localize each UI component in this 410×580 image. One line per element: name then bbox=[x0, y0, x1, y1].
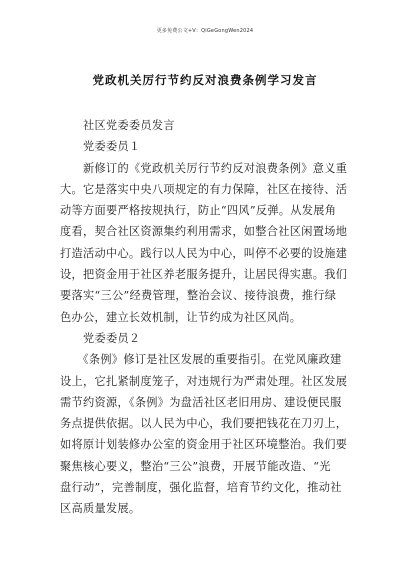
paragraph-line: 盘行动”，完善制度，强化监督，培育节约文化，推动社 bbox=[60, 481, 342, 495]
paragraph-line: 聚焦核心要义，整治“三公”浪费，开展节能改造、“光 bbox=[60, 459, 331, 473]
paragraph-line: 新修订的《党政机关厉行节约反对浪费条例》意义重 bbox=[60, 161, 348, 175]
paragraph-line: 务点提供依据。以人民为中心，我们要把钱花在刀刃上， bbox=[60, 417, 348, 431]
paragraph-line: 设，把资金用于社区养老服务提升，让居民得实惠。我们 bbox=[60, 268, 348, 282]
header-note: 更多免费公文+V：QiGeGongWen2024 bbox=[156, 28, 254, 34]
document-body bbox=[60, 115, 356, 520]
paragraph-line: 色办公，建立长效机制，让节约成为社区风尚。 bbox=[60, 310, 302, 324]
paragraph-line: 设上，它扎紧制度笼子，对违规行为严肃处理。社区发展 bbox=[60, 374, 348, 388]
paragraph-line: 度看，契合社区资源集约利用需求，如整合社区闲置场地 bbox=[60, 225, 348, 239]
section-heading: 社区党委委员发言 bbox=[60, 119, 175, 132]
paragraph-line: 动等方面要严格按规执行，防止“四风”反弹。从发展角 bbox=[60, 204, 337, 218]
paragraph-line: 《条例》修订是社区发展的重要指引。在党风廉政建 bbox=[60, 353, 342, 367]
paragraph-line: 如将原计划装修办公室的资金用于社区环境整治。我们要 bbox=[60, 438, 348, 452]
speaker-heading: 党委委员２ bbox=[60, 331, 141, 345]
speaker-heading: 党委委员１ bbox=[60, 140, 141, 154]
paragraph-line: 需节约资源，《条例》为盘活社区老旧用房、建设便民服 bbox=[60, 395, 342, 409]
paragraph-line: 要落实“三公”经费管理，整治会议、接待浪费，推行绿 bbox=[60, 289, 337, 303]
paragraph-line: 大。它是落实中央八项规定的有力保障，社区在接待、活 bbox=[60, 182, 348, 196]
paragraph-line: 区高质量发展。 bbox=[60, 502, 141, 516]
paragraph-line: 打造活动中心。践行以人民为中心，叫停不必要的设施建 bbox=[60, 246, 348, 260]
document-title: 党政机关厉行节约反对浪费条例学习发言 bbox=[92, 73, 318, 87]
